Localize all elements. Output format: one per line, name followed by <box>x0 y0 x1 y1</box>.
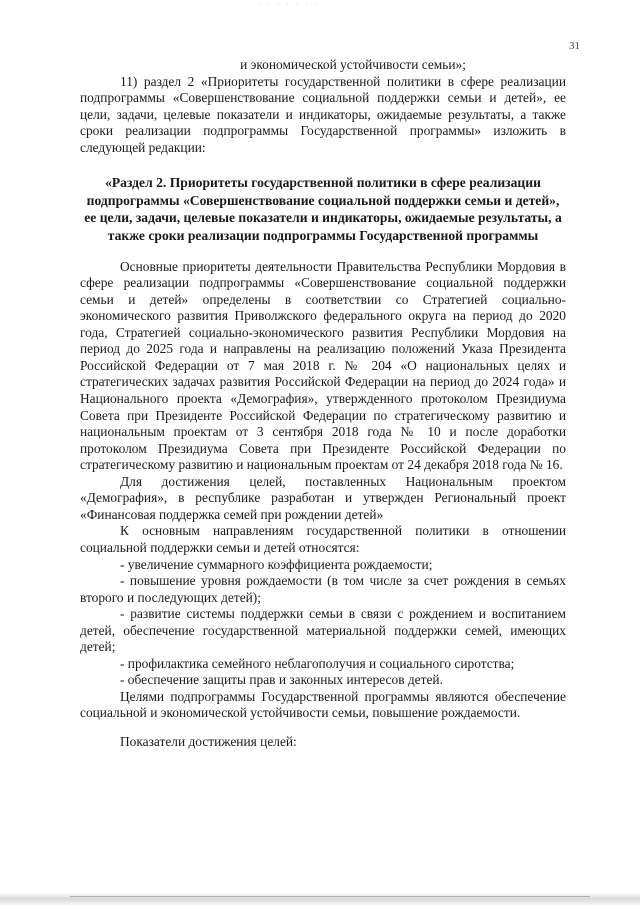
list-item: - увеличение суммарного коэффициента рождаемости; <box>120 556 433 572</box>
paragraph-indicators: Показатели достижения целей: <box>120 733 297 749</box>
document-body <box>80 57 566 751</box>
paragraph-priorities: Основные приоритеты деятельности Правительства Республики Мордовия в сфере реализации подпрограммы «Совершенствование социальной поддержки семьи и детей» определены в соответствии со Стратегией социально-экономического развития Приволжского федерального округа на период до 2020 года, Стратегией социально-экономического развития Республики Мордовия на период до 2025 года и направлены на реализацию положений Указа Президента Российской Федерации от 7 мая 2018 г. № 204 «О национальных целях и стратегических задачах развития Российской Федерации на период до 2024 года» и Национального проекта «Демография», утвержденного протоколом Президиума Совета при Президенте Российской Федерации по стратегическому развитию и национальным проектам от 3 сентября 2018 года № 10 и после доработки протоколом Президиума Совета при Президенте Российской Федерации по стратегическому развитию и национальным проектам от 24 декабря 2018 года № 16. <box>80 258 566 473</box>
paragraph-goals: Целями подпрограммы Государственной программы являются обеспечение социальной и экономической устойчивости семьи, повышение рождаемости. <box>80 688 566 721</box>
continuation-line: и экономической устойчивости семьи»; <box>240 57 466 72</box>
list-item: - повышение уровня рождаемости (в том числе за счет рождения в семьях второго и последующих детей); <box>80 573 566 605</box>
list-item: - развитие системы поддержки семьи в связи с рождением и воспитанием детей, обеспечение государственной материальной поддержки семей, имеющих детей; <box>80 606 566 655</box>
scan-artifact-top: · · · · · · · <box>258 2 320 8</box>
paragraph-directions: К основным направлениям государственной политики в отношении социальной поддержки семьи и детей относятся: <box>80 523 566 555</box>
paragraph-regional-project: Для достижения целей, поставленных Национальным проектом «Демография», в республике разработан и утвержден Региональный проект «Финансовая поддержка семей при рождении детей» <box>80 473 566 522</box>
scan-edge-line <box>70 896 590 897</box>
scan-artifact-bottom <box>0 893 640 905</box>
list-item: - профилактика семейного неблагополучия и социального сиротства; <box>120 655 515 671</box>
section-heading: «Раздел 2. Приоритеты государственной политики в сфере реализации подпрограммы «Совершенствование социальной поддержки семьи и детей», ее цели, задачи, целевые показатели и индикаторы, ожидаемые результаты, а также сроки реализации подпрограммы Государственной программы <box>84 175 562 244</box>
page-number: 31 <box>569 40 580 52</box>
amendment-item-11: 11) раздел 2 «Приоритеты государственной политики в сфере реализации подпрограммы «Совершенствование социальной поддержки семьи и детей», ее цели, задачи, целевые показатели и индикаторы, ожидаемые результаты, а также сроки реализации подпрограммы Государственной программы» изложить в следующей редакции: <box>80 73 566 155</box>
list-item: - обеспечение защиты прав и законных интересов детей. <box>120 672 443 688</box>
